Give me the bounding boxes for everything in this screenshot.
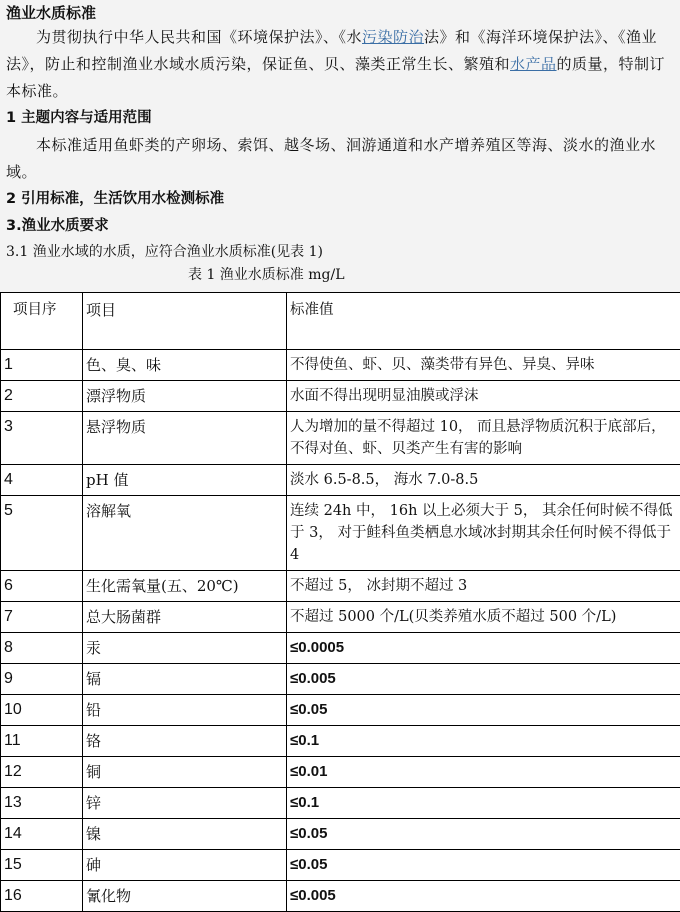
row-item: 色、臭、味 bbox=[83, 350, 287, 381]
row-item: 悬浮物质 bbox=[83, 412, 287, 465]
row-number: 7 bbox=[1, 602, 83, 633]
row-item: 汞 bbox=[83, 633, 287, 664]
row-number: 2 bbox=[1, 381, 83, 412]
row-value: ≤0.005 bbox=[287, 664, 680, 695]
intro-text-1: 为贯彻执行中华人民共和国《环境保护法》、《水 bbox=[36, 28, 362, 46]
table-row bbox=[1, 757, 680, 788]
row-item: 漂浮物质 bbox=[83, 381, 287, 412]
row-number: 10 bbox=[1, 695, 83, 726]
row-item: 镍 bbox=[83, 819, 287, 850]
row-number: 12 bbox=[1, 757, 83, 788]
row-item: 生化需氧量(五、20℃) bbox=[83, 571, 287, 602]
row-number: 5 bbox=[1, 496, 83, 571]
table-row bbox=[1, 664, 680, 695]
row-number: 11 bbox=[1, 726, 83, 757]
row-value: ≤0.0005 bbox=[287, 633, 680, 664]
row-value: ≤0.05 bbox=[287, 819, 680, 850]
table-row bbox=[1, 350, 680, 381]
row-item: 铅 bbox=[83, 695, 287, 726]
row-item: 总大肠菌群 bbox=[83, 602, 287, 633]
intro-text-3: 的质量，特制订本标准。 bbox=[6, 55, 665, 100]
row-value: ≤0.1 bbox=[287, 788, 680, 819]
row-number: 3 bbox=[1, 412, 83, 465]
table-row bbox=[1, 602, 680, 633]
row-item: 溶解氧 bbox=[83, 496, 287, 571]
row-number: 9 bbox=[1, 664, 83, 695]
link-pollution-control[interactable]: 污染防治 bbox=[362, 28, 424, 46]
row-number: 15 bbox=[1, 850, 83, 881]
row-item: 镉 bbox=[83, 664, 287, 695]
row-value: ≤0.1 bbox=[287, 726, 680, 757]
link-aquatic-products[interactable]: 水产品 bbox=[510, 55, 557, 73]
table-caption: 表 1 渔业水质标准 mg/L bbox=[6, 264, 676, 286]
row-item: 砷 bbox=[83, 850, 287, 881]
table-row bbox=[1, 571, 680, 602]
row-value: 不得使鱼、虾、贝、藻类带有异色、异臭、异味 bbox=[287, 350, 680, 381]
section-3-1: 3.1 渔业水域的水质，应符合渔业水质标准(见表 1) bbox=[6, 240, 676, 264]
header-item: 项目 bbox=[83, 293, 287, 350]
table-row bbox=[1, 819, 680, 850]
row-value: 不超过 5000 个/L(贝类养殖水质不超过 500 个/L) bbox=[287, 602, 680, 633]
section-1-title: 1 主题内容与适用范围 bbox=[6, 105, 676, 132]
row-value: ≤0.05 bbox=[287, 850, 680, 881]
table-row bbox=[1, 633, 680, 664]
table-row bbox=[1, 465, 680, 496]
table-row bbox=[1, 695, 680, 726]
section-1-body: 本标准适用鱼虾类的产卵场、索饵、越冬场、洄游通道和水产增养殖区等海、淡水的渔业水域。 bbox=[6, 132, 676, 186]
table-row bbox=[1, 412, 680, 465]
section-2-title: 2 引用标准，生活饮用水检测标准 bbox=[6, 186, 676, 213]
row-item: 铬 bbox=[83, 726, 287, 757]
row-number: 1 bbox=[1, 350, 83, 381]
row-value: 不超过 5， 冰封期不超过 3 bbox=[287, 571, 680, 602]
table-row bbox=[1, 788, 680, 819]
document-header bbox=[0, 0, 680, 292]
row-value: 水面不得出现明显油膜或浮沫 bbox=[287, 381, 680, 412]
header-no: 项目序 bbox=[1, 293, 83, 350]
row-number: 6 bbox=[1, 571, 83, 602]
row-value: 人为增加的量不得超过 10， 而且悬浮物质沉积于底部后， 不得对鱼、虾、贝类产生有害的影响 bbox=[287, 412, 680, 465]
table-row bbox=[1, 850, 680, 881]
row-number: 14 bbox=[1, 819, 83, 850]
row-value: ≤0.01 bbox=[287, 757, 680, 788]
table-row bbox=[1, 726, 680, 757]
row-item: 锌 bbox=[83, 788, 287, 819]
table-header-row bbox=[1, 293, 680, 350]
row-number: 4 bbox=[1, 465, 83, 496]
row-number: 13 bbox=[1, 788, 83, 819]
row-value: ≤0.005 bbox=[287, 881, 680, 912]
row-item: 氰化物 bbox=[83, 881, 287, 912]
header-value: 标准值 bbox=[287, 293, 680, 350]
intro-paragraph bbox=[6, 24, 676, 105]
doc-title: 渔业水质标准 bbox=[6, 0, 676, 24]
row-value: ≤0.05 bbox=[287, 695, 680, 726]
table-row bbox=[1, 381, 680, 412]
row-item: 铜 bbox=[83, 757, 287, 788]
row-item: pH 值 bbox=[83, 465, 287, 496]
row-number: 8 bbox=[1, 633, 83, 664]
intro-text-2: 法》和《海洋环境保护法》、《渔业法》，防止和控制渔业水域水质污染，保证鱼、贝、藻类正常生长、繁殖和 bbox=[6, 28, 657, 73]
row-value: 淡水 6.5-8.5， 海水 7.0-8.5 bbox=[287, 465, 680, 496]
row-number: 16 bbox=[1, 881, 83, 912]
water-quality-table bbox=[0, 292, 680, 912]
table-row bbox=[1, 496, 680, 571]
row-value: 连续 24h 中， 16h 以上必须大于 5， 其余任何时候不得低于 3， 对于鲑科鱼类栖息水域冰封期其余任何时候不得低于 4 bbox=[287, 496, 680, 571]
section-3-title: 3.渔业水质要求 bbox=[6, 213, 676, 240]
